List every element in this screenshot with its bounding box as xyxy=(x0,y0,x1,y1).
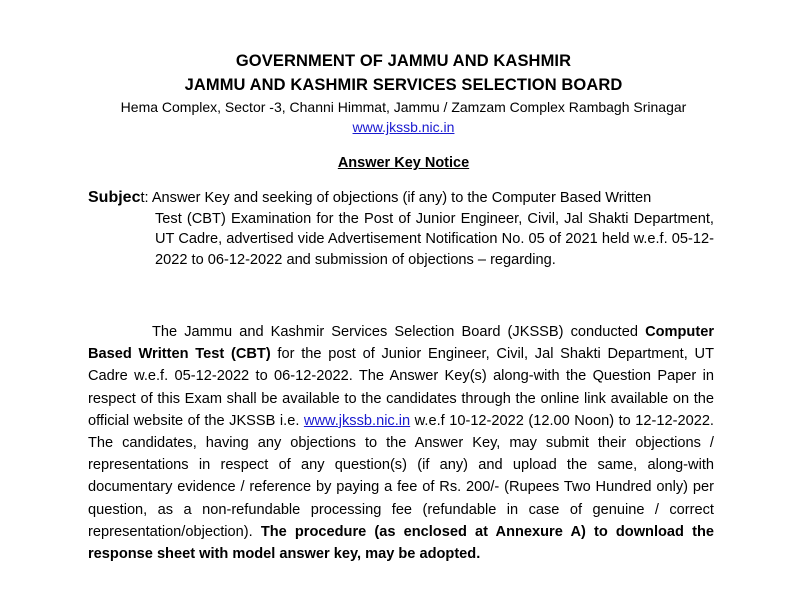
website-link[interactable]: www.jkssb.nic.in xyxy=(352,119,455,135)
body-cbt-bold: Computer Based Written Test (CBT) xyxy=(88,324,714,363)
website-line xyxy=(0,119,807,135)
subject-label-tail: t: xyxy=(140,190,149,206)
body-website-link[interactable]: www.jkssb.nic.in xyxy=(303,412,411,429)
notice-title: Answer Key Notice xyxy=(337,155,470,171)
subject-first-text: Answer Key and seeking of objections (if any) to the Computer Based Written xyxy=(148,190,652,206)
subject-label: Subjec xyxy=(88,189,141,206)
body-procedure-bold: The procedure (as enclosed at Annexure A) to download the response sheet with model answer key, may be adopted. xyxy=(88,523,714,563)
body-part3: w.e.f 10-12-2022 (12.00 Noon) to 12-12-2022. The candidates, having any objections to the Answer Key, may submit their objections / representations in respect of any question(s) (if any) and upload the same, along-with documentary evidence / reference by paying a fee of Rs. 200/- (Rupees Two Hundred only) per question, as a non-refundable processing fee (refundable in case of genuine / correct representation/objection). xyxy=(88,412,714,540)
body-part2: for the post of Junior Engineer, Civil, Jal Shakti Department, UT Cadre w.e.f. 05-12-2022 to 06-12-2022. The Answer Key(s) along-with the Question Paper in respect of this Exam shall be available to the candidates through the online link available on the official website of the JKSSB i.e. xyxy=(88,346,714,429)
body-intro: The Jammu and Kashmir Services Selection Board (JKSSB) conducted xyxy=(152,324,646,340)
government-title: GOVERNMENT OF JAMMU AND KASHMIR xyxy=(235,52,572,70)
board-title: JAMMU AND KASHMIR SERVICES SELECTION BOARD xyxy=(184,76,623,94)
subject-text: Test (CBT) Examination for the Post of Junior Engineer, Civil, Jal Shakti Department, UT Cadre, advertised vide Advertisement Notification No. 05 of 2021 held w.e.f. 05-12-2022 to 06-12-2022 and submission of objections – regarding. xyxy=(155,210,714,268)
body-paragraph xyxy=(88,321,714,565)
subject-block xyxy=(88,188,714,270)
board-address: Hema Complex, Sector -3, Channi Himmat, Jammu / Zamzam Complex Rambagh Srinagar xyxy=(120,99,687,115)
subject-first-line xyxy=(88,188,714,209)
